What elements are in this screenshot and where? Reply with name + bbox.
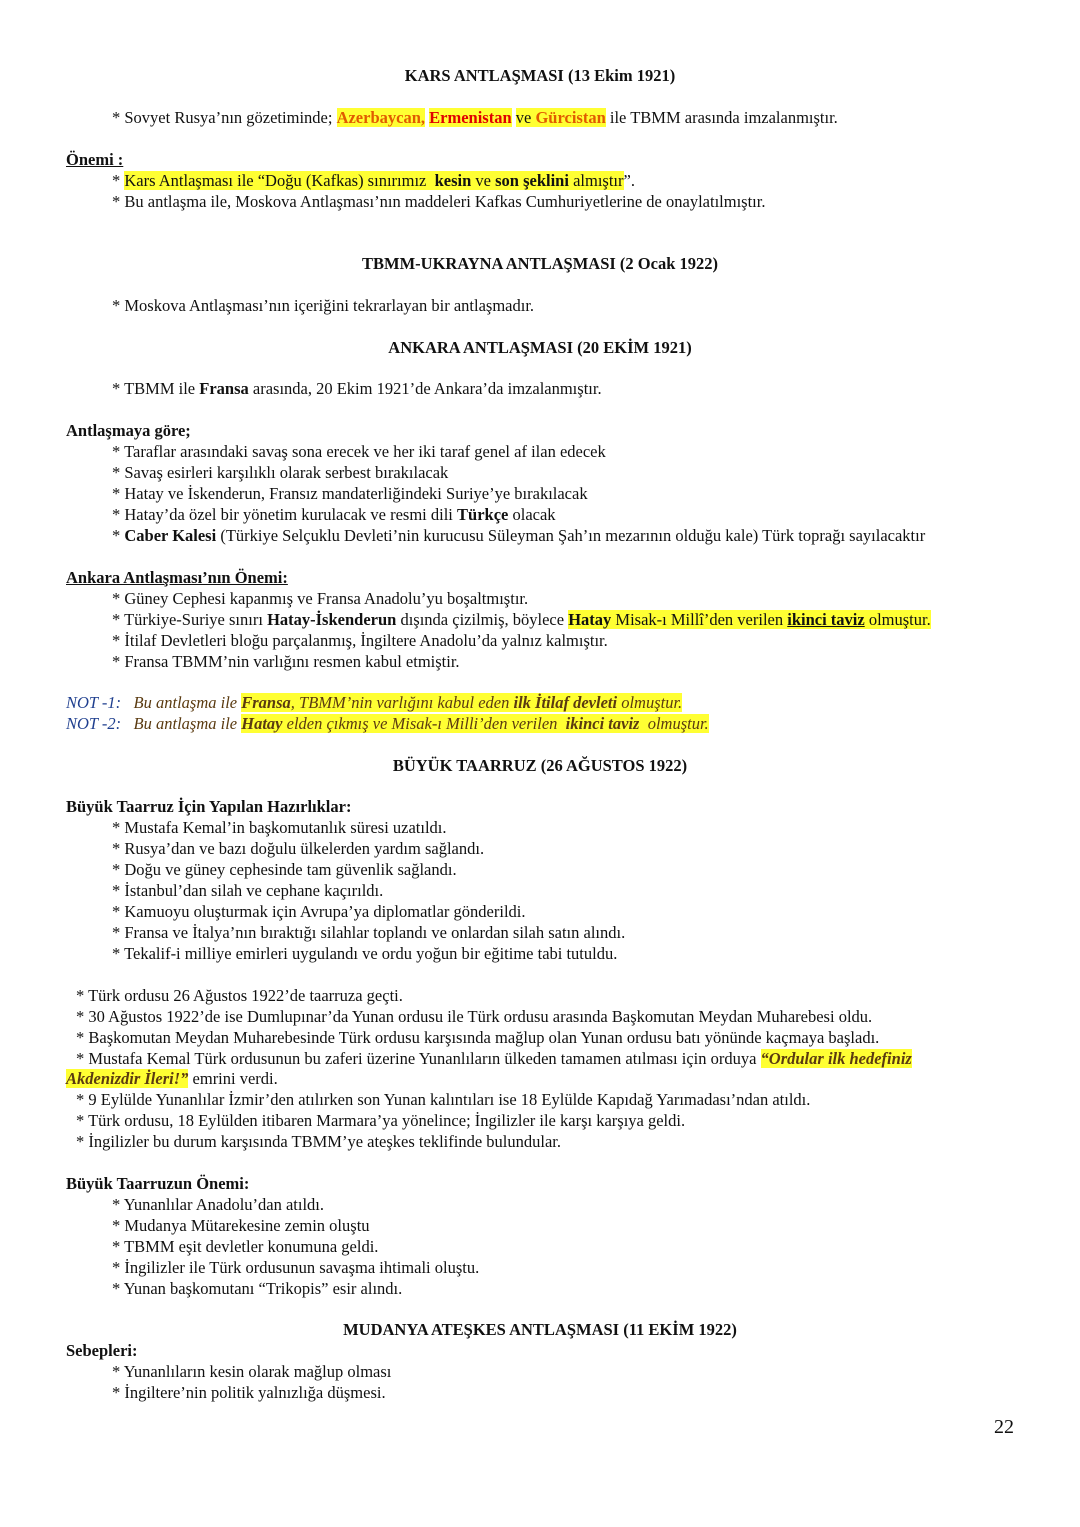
text: dışında çizilmiş, böylece <box>400 610 565 629</box>
taarruz-event-7: * İngilizler bu durum karşısında TBMM’ye ateşkes teklifinde bulundular. <box>76 1132 561 1151</box>
mudanya-sebep-1: * Yunanlıların kesin olarak mağlup olması <box>112 1362 392 1381</box>
kars-title: KARS ANTLAŞMASI (13 Ekim 1921) <box>404 66 676 85</box>
highlight-text: elden çıkmış ve Misak-ı Milli’den verilen <box>286 714 558 733</box>
highlight-text: Misak-ı Millî’den verilen <box>615 610 784 629</box>
note-1 <box>66 693 682 713</box>
taarruz-onemi-4: * İngilizler ile Türk ordusunun savaşma ihtimali oluştu. <box>112 1258 480 1277</box>
text: (Türkiye Selçuklu Devleti’nin kurucusu Süleyman Şah’ın mezarının olduğu kale) Türk toprağı sayılacaktır <box>220 526 926 545</box>
ankara-gore-5 <box>112 526 925 546</box>
highlight-hatay: Hatay <box>568 610 612 629</box>
taarruz-event-2: * 30 Ağustos 1922’de ise Dumlupınar’da Yunan ordusu ile Türk ordusu arasında Başkomutan Meydan Muharebesi oldu. <box>76 1007 873 1026</box>
ankara-gore-2: * Savaş esirleri karşılıklı olarak serbest bırakılacak <box>112 463 449 482</box>
taarruz-hazirlik-heading: Büyük Taarruz İçin Yapılan Hazırlıklar: <box>66 797 352 816</box>
text: * Mustafa Kemal Türk ordusunun bu zaferi üzerine Yunanlıların ülkeden tamamen atılması için orduya <box>76 1049 757 1068</box>
taarruz-onemi-3: * TBMM eşit devletler konumuna geldi. <box>112 1237 379 1256</box>
highlight-ilk-itilaf: ilk İtilaf devleti <box>513 693 618 712</box>
mudanya-title: MUDANYA ATEŞKES ANTLAŞMASI (11 EKİM 1922) <box>343 1320 737 1339</box>
highlight-ikinci-taviz: ikinci taviz <box>565 714 640 733</box>
ukrayna-title: TBMM-UKRAYNA ANTLAŞMASI (2 Ocak 1922) <box>362 254 718 273</box>
ankara-onemi-heading: Ankara Antlaşması’nın Önemi: <box>66 568 288 587</box>
taarruz-event-6: * Türk ordusu, 18 Eylülden itibaren Marmara’ya yönelince; İngilizler ile karşı karşıya geldi. <box>76 1111 686 1130</box>
text: ile TBMM arasında imzalanmıştır. <box>609 108 838 127</box>
kars-onemi-2: * Bu antlaşma ile, Moskova Antlaşması’nın maddeleri Kafkas Cumhuriyetlerine de onaylatılmıştır. <box>112 192 766 211</box>
note-label: NOT -2: <box>66 714 122 733</box>
taarruz-event-4-cont <box>66 1069 278 1089</box>
taarruz-event-3: * Başkomutan Meydan Muharebesinde Türk ordusu karşısında mağlup olan Yunan ordusu batı yönünde kaçmaya başladı. <box>76 1028 880 1047</box>
taarruz-hazirlik-1: * Mustafa Kemal’in başkomutanlık süresi uzatıldı. <box>112 818 447 837</box>
highlight-quote: “Ordular ilk hedefiniz <box>760 1049 912 1068</box>
mudanya-sebep-2: * İngiltere’nin politik yalnızlığa düşmesi. <box>112 1383 386 1402</box>
ankara-gore-3: * Hatay ve İskenderun, Fransız mandaterliğindeki Suriye’ye bırakılacak <box>112 484 588 503</box>
page-number: 22 <box>994 1416 1014 1438</box>
kars-line-1 <box>112 108 838 128</box>
taarruz-title: BÜYÜK TAARRUZ (26 AĞUSTOS 1922) <box>392 756 688 775</box>
highlight-son-seklini: son şeklini <box>495 171 569 190</box>
highlight-azerbaycan: Azerbaycan, <box>336 108 426 127</box>
highlight-ikinci-taviz: ikinci taviz <box>787 610 865 629</box>
text: ve <box>475 171 491 190</box>
ankara-gore-1: * Taraflar arasındaki savaş sona erecek ve her iki taraf genel af ilan edecek <box>112 442 606 461</box>
ukrayna-line-1: * Moskova Antlaşması’nın içeriğini tekrarlayan bir antlaşmadır. <box>112 296 535 315</box>
taarruz-event-4 <box>76 1049 912 1069</box>
ankara-onemi-3: * İtilaf Devletleri bloğu parçalanmış, İngiltere Anadolu’da yalnız kalmıştır. <box>112 631 608 650</box>
taarruz-hazirlik-7: * Tekalif-i milliye emirleri uygulandı ve ordu yoğun bir eğitime tabi tutuldu. <box>112 944 618 963</box>
text: emrini verdi. <box>192 1069 278 1088</box>
text-turkce: Türkçe <box>457 505 509 524</box>
text: * Türkiye-Suriye sınırı <box>112 610 263 629</box>
taarruz-event-1: * Türk ordusu 26 Ağustos 1922’de taarruza geçti. <box>76 986 403 1005</box>
kars-onemi-heading: Önemi : <box>66 150 124 169</box>
highlight-kesin: kesin <box>434 171 472 190</box>
highlight-fransa: Fransa <box>241 693 291 712</box>
text: * Sovyet Rusya’nın gözetiminde; <box>112 108 333 127</box>
ankara-line-1 <box>112 379 602 399</box>
text: olacak <box>512 505 556 524</box>
text: Bu antlaşma ile <box>133 693 238 712</box>
taarruz-hazirlik-6: * Fransa ve İtalya’nın bıraktığı silahlar toplandı ve onlardan silah satın alındı. <box>112 923 626 942</box>
text: * <box>112 526 121 545</box>
highlight-quote: Akdenizdir İleri!” <box>66 1069 189 1088</box>
kars-onemi-1 <box>112 171 635 191</box>
highlight-text: , TBMM’nin varlığını kabul eden <box>290 693 510 712</box>
text: ”. <box>623 171 635 190</box>
highlight-gurcistan: Gürcistan <box>535 108 606 127</box>
text-hatay-iskenderun: Hatay-İskenderun <box>267 610 397 629</box>
highlight-text: olmuştur. <box>647 714 709 733</box>
text: arasında, 20 Ekim 1921’de Ankara’da imzalanmıştır. <box>252 379 602 398</box>
text: almıştır <box>573 171 624 190</box>
note-label: NOT -1: <box>66 693 122 712</box>
ankara-title: ANKARA ANTLAŞMASI (20 EKİM 1921) <box>388 338 692 357</box>
mudanya-sebep-heading: Sebepleri: <box>66 1341 138 1360</box>
text: ve <box>515 108 532 127</box>
text: * <box>112 171 125 190</box>
highlight-text: olmuştur. <box>868 610 931 629</box>
ankara-gore-heading: Antlaşmaya göre; <box>66 421 191 440</box>
text: * Hatay’da özel bir yönetim kurulacak ve resmi dili <box>112 505 453 524</box>
text: * TBMM ile <box>112 379 196 398</box>
highlight-text: olmuştur. <box>621 693 683 712</box>
ankara-onemi-2 <box>112 610 931 630</box>
ankara-onemi-4: * Fransa TBMM’nin varlığını resmen kabul etmiştir. <box>112 652 460 671</box>
taarruz-onemi-1: * Yunanlılar Anadolu’dan atıldı. <box>112 1195 325 1214</box>
taarruz-hazirlik-3: * Doğu ve güney cephesinde tam güvenlik sağlandı. <box>112 860 457 879</box>
text-fransa: Fransa <box>199 379 249 398</box>
text: Bu antlaşma ile <box>133 714 238 733</box>
highlight-ermenistan: Ermenistan <box>429 108 512 127</box>
taarruz-hazirlik-2: * Rusya’dan ve bazı doğulu ülkelerden yardım sağlandı. <box>112 839 485 858</box>
ankara-gore-4 <box>112 505 556 525</box>
note-2 <box>66 714 709 734</box>
highlight-hatay: Hatay <box>241 714 283 733</box>
taarruz-hazirlik-4: * İstanbul’dan silah ve cephane kaçırıldı. <box>112 881 384 900</box>
taarruz-onemi-heading: Büyük Taarruzun Önemi: <box>66 1174 250 1193</box>
taarruz-onemi-5: * Yunan başkomutanı “Trikopis” esir alındı. <box>112 1279 403 1298</box>
text-caber-kalesi: Caber Kalesi <box>124 526 217 545</box>
ankara-onemi-1: * Güney Cephesi kapanmış ve Fransa Anadolu’yu boşaltmıştır. <box>112 589 529 608</box>
taarruz-hazirlik-5: * Kamuoyu oluşturmak için Avrupa’ya diplomatlar gönderildi. <box>112 902 526 921</box>
taarruz-onemi-2: * Mudanya Mütarekesine zemin oluştu <box>112 1216 370 1235</box>
highlight-text: Kars Antlaşması ile “Doğu (Kafkas) sınırımız <box>124 171 427 190</box>
taarruz-event-5: * 9 Eylülde Yunanlılar İzmir’den atılırken son Yunan kalıntıları ise 18 Eylülde Kapıdağ Yarımadası’ndan atıldı. <box>76 1090 811 1109</box>
